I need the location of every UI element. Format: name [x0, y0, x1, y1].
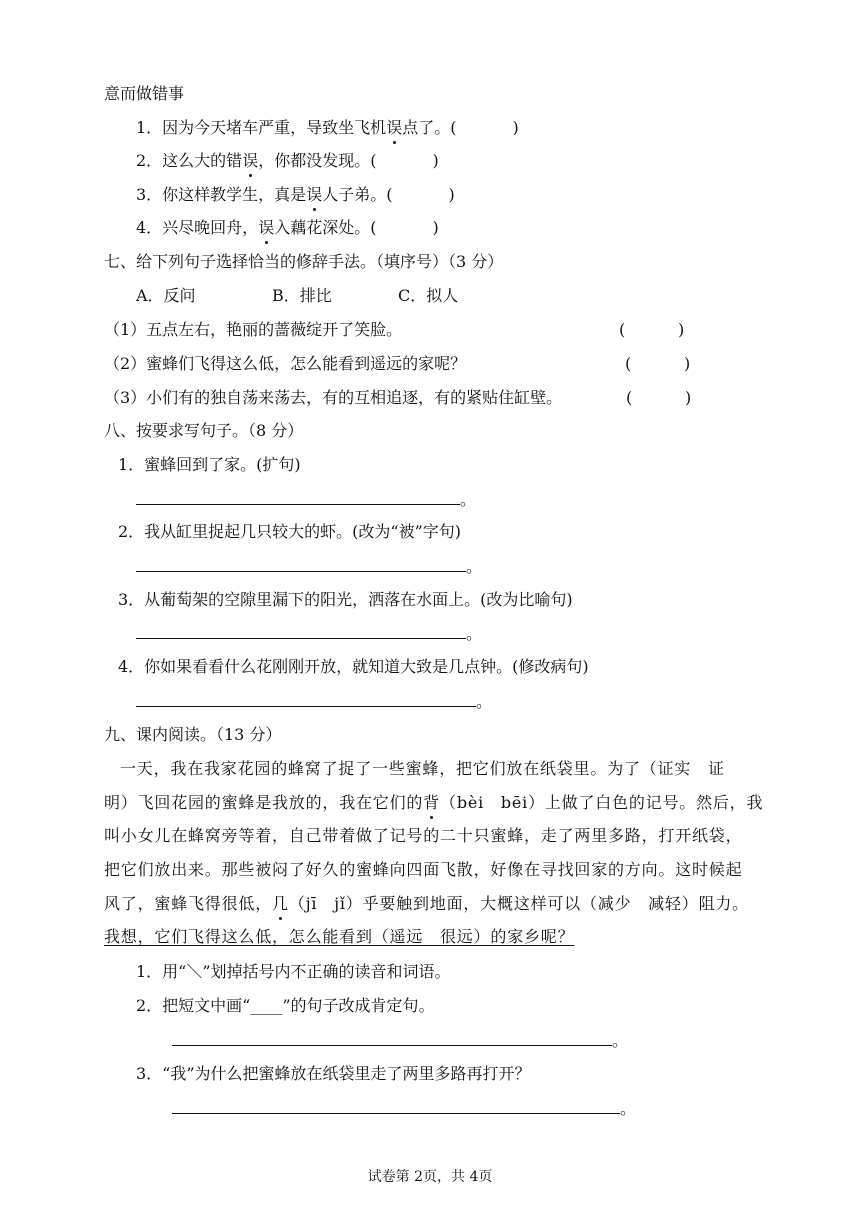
- paren-open: (: [626, 388, 633, 407]
- question-6-3: 3．你这样教学生，真是误人子弟。( ): [136, 185, 455, 204]
- answer-line-9-3[interactable]: 。: [172, 1099, 636, 1119]
- question-6-2: 2．这么大的错误，你都没发现。( ): [136, 151, 439, 170]
- section6-tail: 意而做错事: [104, 84, 185, 103]
- passage-line-1: 一天，我在我家花园的蜂窝了捉了一些蜜蜂，把它们放在纸袋里。为了（证实 证: [120, 759, 725, 778]
- answer-line-8-2[interactable]: 。: [136, 557, 482, 577]
- question-9-1: 1．用“＼”划掉括号内不正确的读音和词语。: [136, 962, 451, 981]
- question-9-2: 2．把短文中画“____”的句子改成肯定句。: [136, 996, 435, 1015]
- option-a: A．反问: [136, 286, 196, 305]
- paren-open: (: [625, 354, 632, 373]
- sentence-7-3: （3）小们有的独自荡来荡去，有的互相追逐，有的紧贴住缸壁。: [104, 388, 563, 407]
- question-6-4: 4．兴尽晚回舟，误入藕花深处。( ): [136, 218, 439, 237]
- question-8-1: 1．蜜蜂回到了家。(扩句): [118, 455, 301, 474]
- question-9-3: 3．“我”为什么把蜜蜂放在纸袋里走了两里多路再打开？: [136, 1064, 531, 1083]
- question-8-4: 4．你如果看看什么花刚刚开放，就知道大致是几点钟。(修改病句): [118, 657, 589, 676]
- answer-line-9-2[interactable]: 。: [172, 1031, 628, 1051]
- section9-title: 九、课内阅读。（13 分）: [104, 725, 282, 744]
- passage-line-4: 把它们放出来。那些被闷了好久的蜜蜂向四面飞散，好像在寻找回家的方向。这时候起: [104, 860, 743, 879]
- answer-line-8-1[interactable]: 。: [136, 490, 476, 510]
- section7-title: 七、给下列句子选择恰当的修辞手法。（填序号）（3 分）: [104, 252, 504, 271]
- paren-close: ): [684, 354, 691, 373]
- passage-line-2: 明）飞回花园的蜜蜂是我放的，我在它们的背（bèi bēi）上做了白色的记号。然后，我: [104, 793, 764, 812]
- page-footer: 试卷第 2页，共 4页: [367, 1169, 493, 1185]
- passage-line-5: 风了，蜜蜂飞得很低，几（jī jǐ）乎要触到地面，大概这样可以（减少 减轻）阻力。: [104, 894, 749, 913]
- option-c: C．拟人: [398, 286, 459, 305]
- paren-open: (: [619, 320, 626, 339]
- passage-line-3: 叫小女儿在蜂窝旁等着，自己带着做了记号的二十只蜜蜂，走了两里多路，打开纸袋，: [104, 826, 743, 845]
- section8-title: 八、按要求写句子。（8 分）: [104, 421, 304, 440]
- option-b: B．排比: [272, 286, 332, 305]
- passage-line-6-underlined: 我想，它们飞得这么低，怎么能看到（遥远 很远）的家乡呢？: [104, 927, 575, 946]
- question-8-2: 2．我从缸里捉起几只较大的虾。(改为“被”字句): [118, 522, 462, 541]
- question-8-3: 3．从葡萄架的空隙里漏下的阳光，洒落在水面上。(改为比喻句): [118, 590, 573, 609]
- answer-line-8-3[interactable]: 。: [136, 624, 482, 644]
- sentence-7-1: （1）五点左右，艳丽的蔷薇绽开了笑脸。: [104, 320, 403, 339]
- sentence-7-2: （2）蜜蜂们飞得这么低，怎么能看到遥远的家呢？: [104, 354, 467, 373]
- question-6-1: 1．因为今天堵车严重，导致坐飞机误点了。( ): [136, 118, 519, 137]
- paren-close: ): [678, 320, 685, 339]
- paren-close: ): [685, 388, 692, 407]
- answer-line-8-4[interactable]: 。: [136, 692, 492, 712]
